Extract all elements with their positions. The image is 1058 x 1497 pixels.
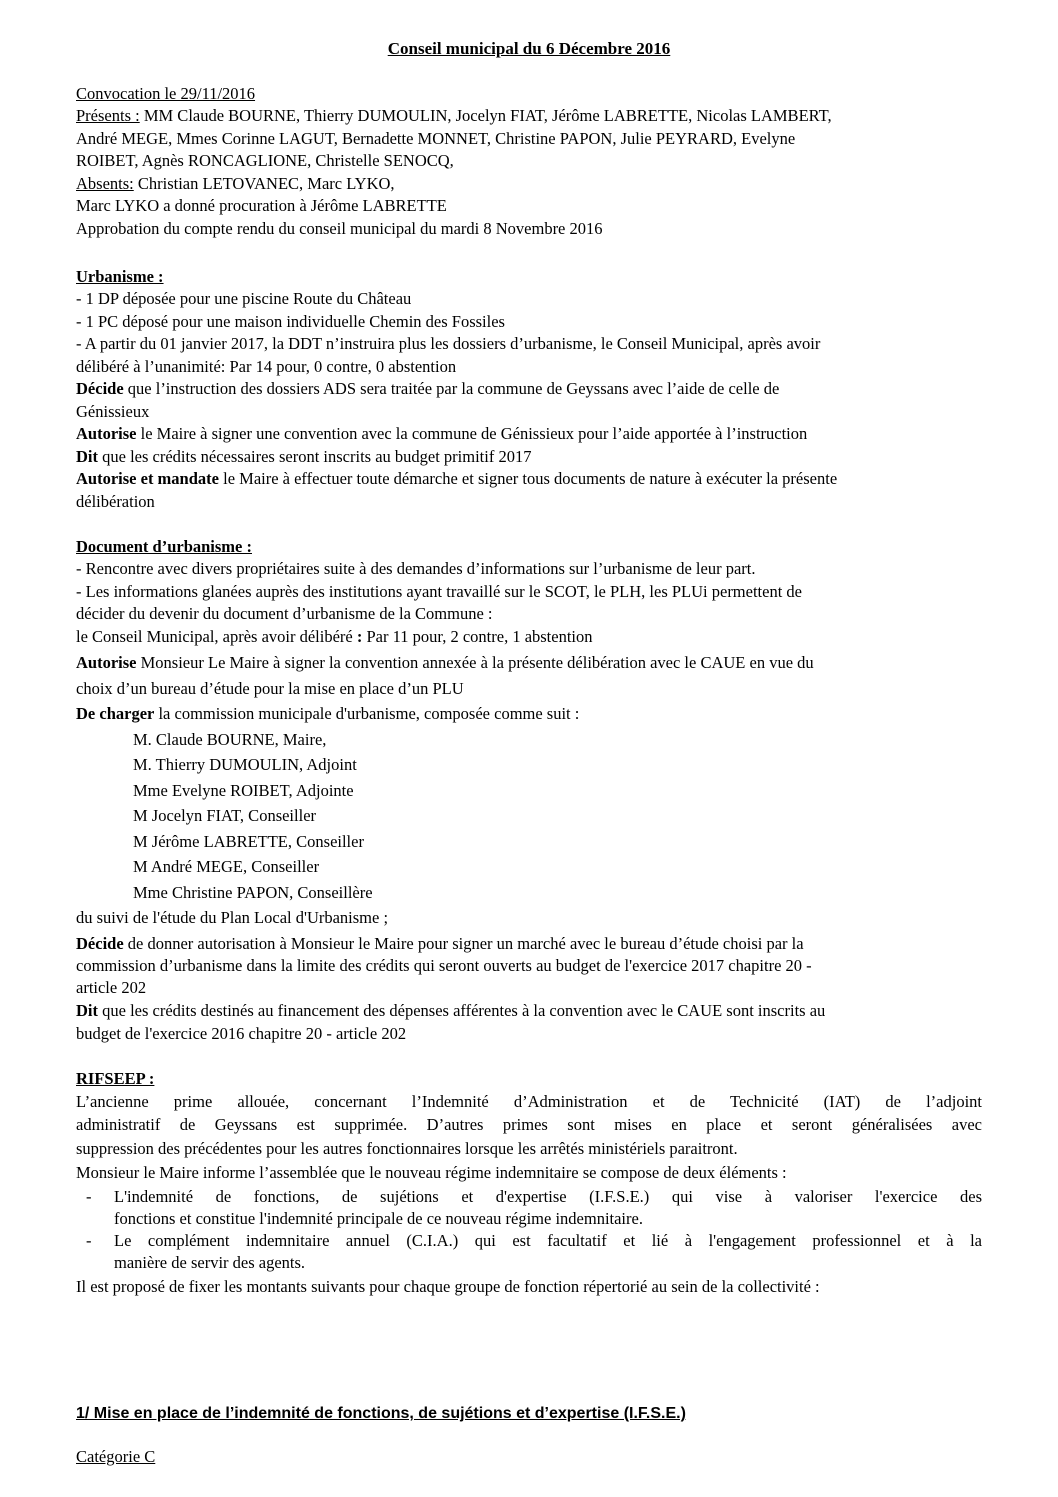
doc-dit-text-1: que les crédits destinés au financement des dépenses afférentes à la convention avec le CAUE sont inscrits au [98, 1001, 826, 1020]
presents-line-2: André MEGE, Mmes Corinne LAGUT, Bernadette MONNET, Christine PAPON, Julie PEYRARD, Evelyne [76, 129, 796, 148]
urbanisme-mandate-line-2: délibération [76, 492, 155, 511]
rifseep-bullet-cia [114, 1230, 982, 1274]
urbanisme-line-2: - 1 PC déposé pour une maison individuelle Chemin des Fossiles [76, 312, 505, 331]
rifseep-para-1-line-1: L’ancienne prime allouée, concernant l’Indemnité d’Administration et de Technicité (IAT) de l’adjoint [76, 1092, 982, 1111]
dit-text: que les crédits nécessaires seront inscrits au budget primitif 2017 [98, 447, 532, 466]
rifseep-heading: RIFSEEP : [76, 1069, 155, 1088]
doc-dit-keyword: Dit [76, 1001, 98, 1020]
absents-text: Christian LETOVANEC, Marc LYKO, [133, 174, 395, 193]
document-charger-line [76, 703, 579, 725]
dit-keyword: Dit [76, 447, 98, 466]
document-autorise-line-2: choix d’un bureau d’étude pour la mise en place d’un PLU [76, 679, 464, 698]
document-vote-line [76, 626, 593, 648]
doc-autorise-keyword: Autorise [76, 653, 137, 672]
vote-text-c: Par 11 pour, 2 contre, 1 abstention [366, 627, 593, 646]
mandate-text-1: le Maire à effectuer toute démarche et signer tous documents de nature à exécuter la présente [218, 469, 838, 488]
approbation-line: Approbation du compte rendu du conseil municipal du mardi 8 Novembre 2016 [76, 219, 603, 238]
doc-autorise-text-1: Monsieur Le Maire à signer la convention annexée à la présente délibération avec le CAUE en vue du [136, 653, 814, 672]
document-decide-line-3: article 202 [76, 978, 147, 997]
bullet-ifse-line-1: L'indemnité de fonctions, de sujétions et d'expertise (I.F.S.E.) qui vise à valoriser l'exercice des [114, 1187, 982, 1206]
presents-text-1: MM Claude BOURNE, Thierry DUMOULIN, Jocelyn FIAT, Jérôme LABRETTE, Nicolas LAMBERT, [139, 106, 832, 125]
categorie-label: Catégorie C [76, 1447, 156, 1466]
member-item: M Jérôme LABRETTE, Conseiller [133, 832, 364, 851]
vote-text-a: le Conseil Municipal, après avoir délibéré [76, 627, 353, 646]
rifseep-para-1-line-2: administratif de Geyssans est supprimée. D’autres primes sont mises en place et seront généralisées avec [76, 1115, 982, 1134]
urbanisme-line-1: - 1 DP déposée pour une piscine Route du Château [76, 289, 412, 308]
document-dit-line-1 [76, 1000, 825, 1022]
charger-keyword: De charger [76, 704, 155, 723]
decide-text-1: que l’instruction des dossiers ADS sera traitée par la commune de Geyssans avec l’aide de celle de [123, 379, 780, 398]
urbanisme-decide-line-1 [76, 378, 779, 400]
doc-decide-keyword: Décide [76, 934, 124, 953]
decide-keyword: Décide [76, 379, 124, 398]
bullet-cia-line-1: Le complément indemnitaire annuel (C.I.A.) qui est facultatif et lié à l'engagement professionnel et à la [114, 1231, 982, 1250]
document-decide-line-2: commission d’urbanisme dans la limite des crédits qui seront ouverts au budget de l'exercice 2017 chapitre 20 - [76, 956, 812, 975]
rifseep-para-2: Monsieur le Maire informe l’assemblée que le nouveau régime indemnitaire se compose de deux éléments : [76, 1163, 787, 1182]
autorise-text: le Maire à signer une convention avec la commune de Génissieux pour l’aide apportée à l’instruction [136, 424, 808, 443]
document-dit-line-2: budget de l'exercice 2016 chapitre 20 - article 202 [76, 1024, 407, 1043]
bullet-dash: - [86, 1231, 92, 1250]
bullet-cia-line-2: manière de servir des agents. [114, 1253, 306, 1272]
urbanisme-mandate-line-1 [76, 468, 837, 490]
member-item: M André MEGE, Conseiller [133, 857, 320, 876]
rifseep-para-3: Il est proposé de fixer les montants suivants pour chaque groupe de fonction répertorié au sein de la collectivité : [76, 1277, 820, 1296]
document-suivi-line: du suivi de l'étude du Plan Local d'Urbanisme ; [76, 908, 389, 927]
urbanisme-line-4: délibéré à l’unanimité: Par 14 pour, 0 contre, 0 abstention [76, 357, 457, 376]
member-item: M. Claude BOURNE, Maire, [133, 730, 327, 749]
member-item: M. Thierry DUMOULIN, Adjoint [133, 755, 357, 774]
charger-text: la commission municipale d'urbanisme, composée comme suit : [154, 704, 580, 723]
bullet-dash: - [86, 1187, 92, 1206]
convocation-line: Convocation le 29/11/2016 [76, 84, 256, 103]
member-item: M Jocelyn FIAT, Conseiller [133, 806, 317, 825]
document-line-2: - Les informations glanées auprès des institutions ayant travaillé sur le SCOT, le PLH, les PLUi permettent de [76, 582, 802, 601]
autorise-keyword: Autorise [76, 424, 137, 443]
urbanisme-dit-line [76, 446, 531, 468]
rifseep-para-1-line-3: suppression des précédentes pour les autres fonctionnaires lorsque les arrêtés ministériels paraitront. [76, 1139, 738, 1158]
absents-line [76, 173, 395, 195]
urbanisme-decide-line-2: Génissieux [76, 402, 150, 421]
document-line-3: décider du devenir du document d’urbanisme de la Commune : [76, 604, 493, 623]
doc-decide-text-1: de donner autorisation à Monsieur le Maire pour signer un marché avec le bureau d’étude choisi par la [123, 934, 804, 953]
document-line-1: - Rencontre avec divers propriétaires suite à des demandes d’informations sur l’urbanisme de leur part. [76, 559, 756, 578]
document-decide-line-1 [76, 933, 804, 955]
presents-line-1 [76, 105, 832, 127]
document-autorise-line-1 [76, 652, 814, 674]
page-title: Conseil municipal du 6 Décembre 2016 [387, 39, 671, 58]
section-1-heading: 1/ Mise en place de l’indemnité de fonctions, de sujétions et d’expertise (I.F.S.E.) [76, 1405, 686, 1422]
document-heading: Document d’urbanisme : [76, 537, 252, 556]
mandate-keyword: Autorise et mandate [76, 469, 219, 488]
absents-label: Absents: [76, 174, 134, 193]
member-item: Mme Christine PAPON, Conseillère [133, 883, 373, 902]
bullet-ifse-line-2: fonctions et constitue l'indemnité principale de ce nouveau régime indemnitaire. [114, 1209, 643, 1228]
member-item: Mme Evelyne ROIBET, Adjointe [133, 781, 354, 800]
vote-colon: : [352, 627, 367, 646]
presents-line-3: ROIBET, Agnès RONCAGLIONE, Christelle SENOCQ, [76, 151, 454, 170]
urbanisme-heading: Urbanisme : [76, 267, 164, 286]
urbanisme-line-3: - A partir du 01 janvier 2017, la DDT n’instruira plus les dossiers d’urbanisme, le Conseil Municipal, après avoir [76, 334, 821, 353]
rifseep-bullet-ifse [114, 1186, 982, 1230]
procuration-line: Marc LYKO a donné procuration à Jérôme LABRETTE [76, 196, 447, 215]
urbanisme-autorise-line [76, 423, 807, 445]
presents-label: Présents : [76, 106, 140, 125]
